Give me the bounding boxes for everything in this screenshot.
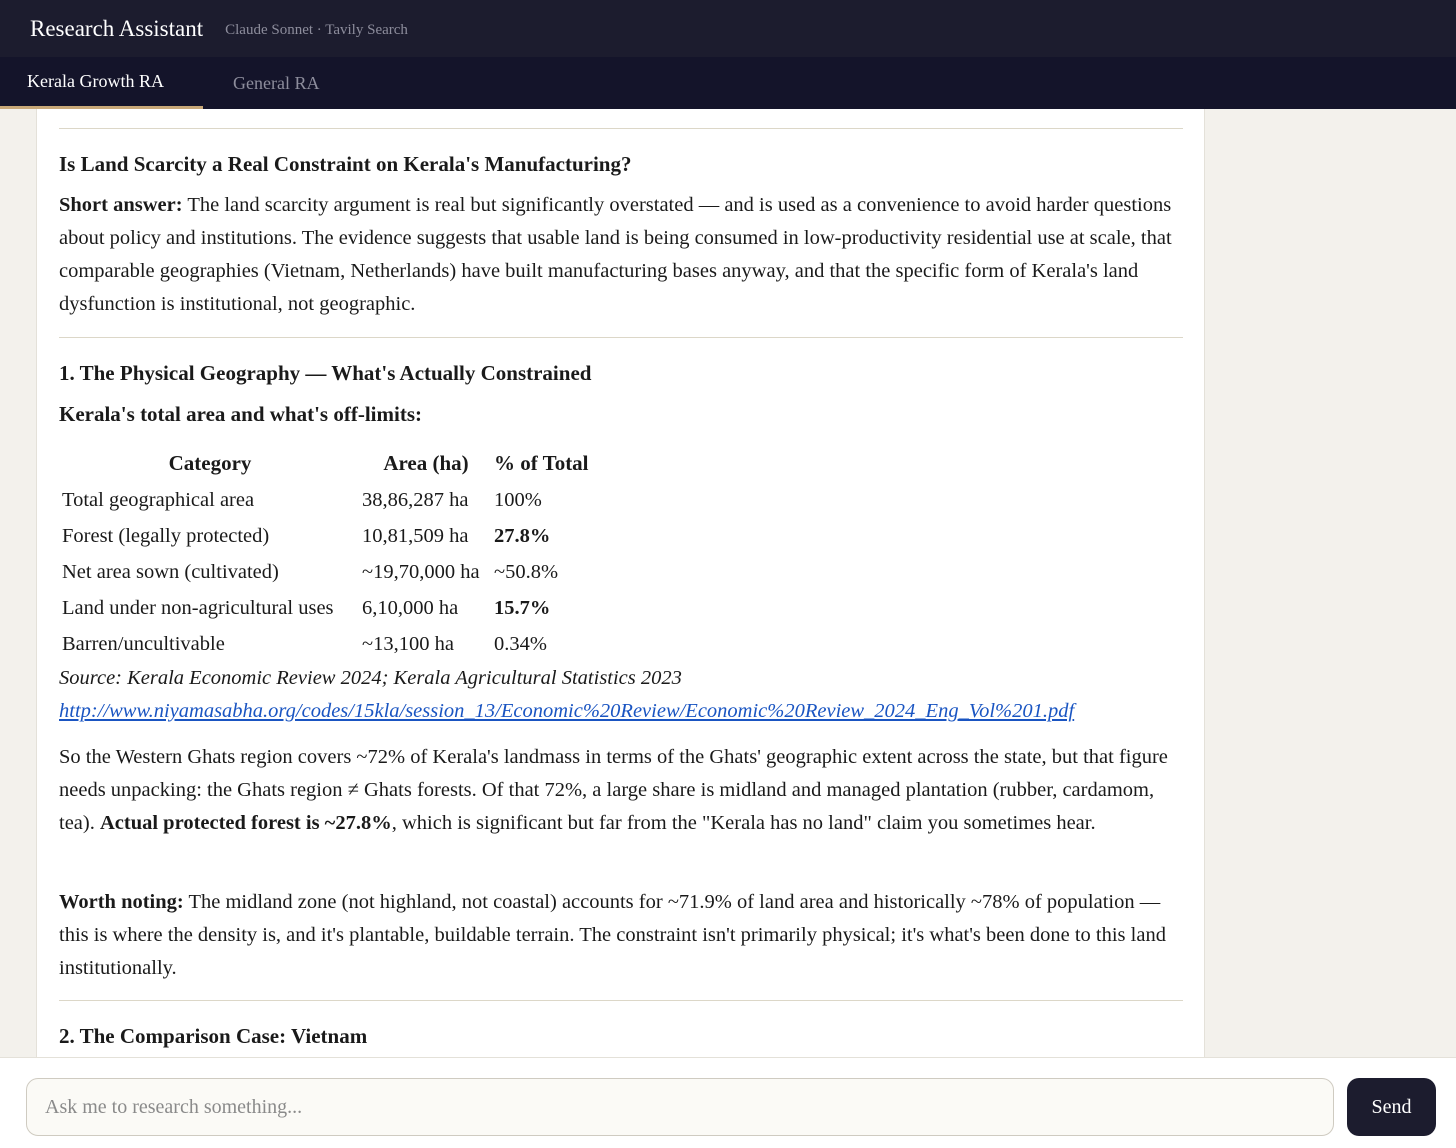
cell-pct: ~50.8% (494, 560, 559, 583)
col-header-area: Area (ha) (383, 450, 469, 475)
ghats-paragraph (59, 741, 1183, 840)
table-row (60, 626, 602, 662)
table-row (60, 590, 602, 626)
tab-kerala-growth-ra[interactable]: Kerala Growth RA (0, 57, 203, 109)
divider (59, 1000, 1183, 1001)
land-area-table (60, 444, 602, 662)
cell-pct: 100% (494, 488, 542, 511)
cell-area: 38,86,287 ha (362, 488, 469, 511)
section-heading-1: 1. The Physical Geography — What's Actually Constrained (59, 361, 592, 385)
table-row (60, 482, 602, 518)
chat-content[interactable] (36, 109, 1205, 1057)
source-citation: Source: Kerala Economic Review 2024; Kerala Agricultural Statistics 2023 (59, 667, 682, 689)
app-subtitle: Claude Sonnet · Tavily Search (225, 22, 408, 38)
cell-pct: 27.8% (494, 524, 551, 547)
table-caption: Kerala's total area and what's off-limits: (59, 402, 422, 426)
divider (59, 337, 1183, 338)
cell-area: ~13,100 ha (362, 632, 454, 655)
table-header-row (60, 444, 602, 482)
source-link[interactable]: http://www.niyamasabha.org/codes/15kla/session_13/Economic%20Review/Economic%20Review_2024_Eng_Vol%201.pdf (59, 700, 1075, 722)
section-heading-2: 2. The Comparison Case: Vietnam (59, 1024, 368, 1048)
cell-pct: 15.7% (494, 596, 551, 619)
worth-noting-label: Worth noting: (59, 891, 184, 913)
cell-pct: 0.34% (494, 632, 547, 655)
research-query-input[interactable] (26, 1078, 1334, 1136)
composer-bar (0, 1057, 1456, 1148)
cell-area: 10,81,509 ha (362, 524, 469, 547)
table-row (60, 554, 602, 590)
cell-category: Forest (legally protected) (62, 524, 270, 547)
divider (59, 128, 1183, 129)
paragraph-emphasis: Actual protected forest is ~27.8% (99, 812, 392, 834)
cell-category: Land under non-agricultural uses (62, 596, 334, 619)
paragraph-text: The midland zone (not highland, not coastal) accounts for ~71.9% of land area and historically ~78% of population — this is where the density is, and it's plantable, buildable terrain. The constraint isn't primarily physical; it's what's been done to this land institutionally. (59, 891, 1166, 979)
top-bar (0, 0, 1456, 57)
send-button[interactable]: Send (1347, 1078, 1436, 1136)
short-answer-paragraph (59, 189, 1183, 321)
tab-bar (0, 57, 1456, 109)
cell-category: Barren/uncultivable (62, 632, 225, 655)
paragraph-text: , which is significant but far from the "Kerala has no land" claim you sometimes hear. (391, 812, 1096, 834)
app-title: Research Assistant (30, 15, 204, 41)
worth-noting-paragraph (59, 886, 1183, 985)
cell-area: 6,10,000 ha (362, 596, 459, 619)
cell-category: Total geographical area (62, 488, 255, 511)
short-answer-label: Short answer: (59, 194, 183, 216)
short-answer-text: The land scarcity argument is real but significantly overstated — and is used as a convenience to avoid harder questions about policy and institutions. The evidence suggests that usable land is being consumed in low-productivity residential use at scale, that comparable geographies (Vietnam, Netherlands) have built manufacturing bases anyway, and that the specific form of Kerala's land dysfunction is institutional, not geographic. (59, 194, 1172, 315)
col-header-pct: % of Total (494, 450, 589, 475)
answer-heading: Is Land Scarcity a Real Constraint on Kerala's Manufacturing? (59, 152, 632, 176)
table-row (60, 518, 602, 554)
tab-general-ra[interactable]: General RA (233, 72, 320, 93)
paragraph-text: So the Western Ghats region covers ~72% of Kerala's landmass in terms of the Ghats' geographic extent across the state, but that figure needs unpacking: the Ghats region ≠ Ghats forests. Of that 72%, a large share is midland and managed plantation (rubber, cardamom, tea). (59, 746, 1168, 834)
col-header-category: Category (168, 450, 252, 475)
cell-area: ~19,70,000 ha (362, 560, 480, 583)
cell-category: Net area sown (cultivated) (62, 560, 279, 583)
